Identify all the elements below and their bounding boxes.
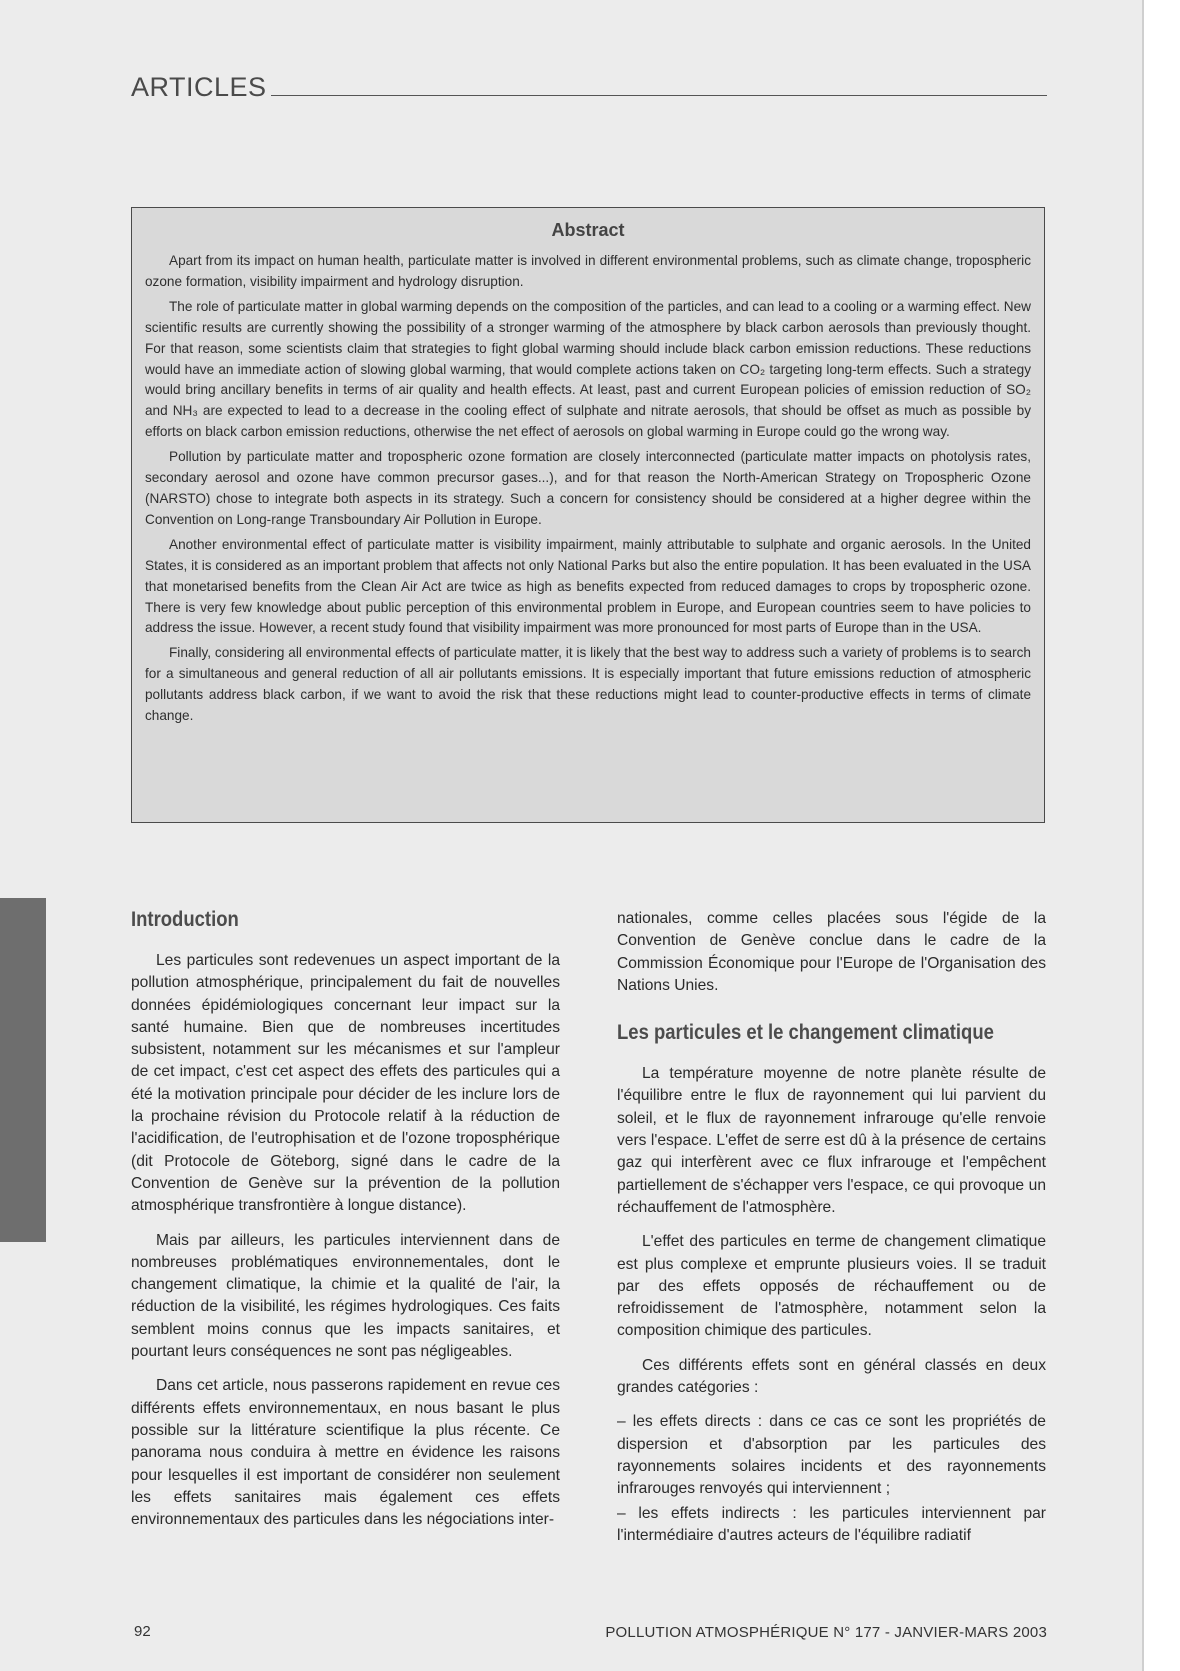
body-paragraph: L'effet des particules en terme de changement climatique est plus complexe et emprunte plusieurs voies. Il se traduit par des effets opposés de réchauffement ou de refroidissement de l'atmosphère, notamment selon la composition chimique des particules. — [617, 1233, 1046, 1340]
body-paragraph: Les particules sont redevenues un aspect important de la pollution atmosphérique, principalement du fait de nouvelles données épidémiologiques concernant leur impact sur la santé humaine. Bien que de nombreuses incertitudes subsistent, notamment sur les mécanismes et sur l'ampleur de cet impact, c'est cet aspect des effets des particules qui a été la motivation principale pour décider de les inclure lors de la prochaine révision du Protocole relatif à la réduction de l'acidification, de l'eutrophisation et de l'ozone troposphérique (dit Protocole de Göteborg, signé dans le cadre de la Convention de Genève sur la prévention de la pollution atmosphérique transfrontière à longue distance). — [131, 952, 560, 1215]
abstract-paragraph: Apart from its impact on human health, particulate matter is involved in different environmental problems, such as climate change, tropospheric ozone formation, visibility impairment and hydrology disruption. — [145, 253, 1031, 289]
abstract-title: Abstract — [551, 220, 625, 240]
abstract-paragraph: Pollution by particulate matter and tropospheric ozone formation are closely interconnected (particulate matter impacts on photolysis rates, secondary aerosol and ozone have common precursor gases...), and for that reason the North-American Strategy on Tropospheric Ozone (NARSTO) chose to integrate both aspects in its strategy. Such a concern for consistency should be considered at a higher degree within the Convention on Long-range Transboundary Air Pollution in Europe. — [145, 449, 1031, 527]
climate-section-heading: Les particules et le changement climatique — [617, 1021, 994, 1045]
body-paragraph: Ces différents effets sont en général classés en deux grandes catégories : — [617, 1356, 1046, 1397]
section-label: ARTICLES — [131, 72, 267, 102]
abstract-paragraph: Finally, considering all environmental effects of particulate matter, it is likely that the best way to address such a variety of problems is to search for a simultaneous and general reduction of all air pollutants emissions. It is especially important that future emissions reduction of atmospheric pollutants address black carbon, if we want to avoid the risk that these reductions might lead to counter-productive effects in terms of climate change. — [145, 645, 1031, 724]
body-paragraph: Dans cet article, nous passerons rapidement en revue ces différents effets environnementaux, en nous basant le plus possible sur la littérature scientifique la plus récente. Ce panorama nous conduira à mettre en évidence les raisons pour lesquelles il est important de considérer non seulement les effets sanitaires mais également ces effets environnementaux des particules dans les négociations inter- — [131, 1377, 560, 1529]
journal-footer: POLLUTION ATMOSPHÉRIQUE N° 177 - JANVIER-MARS 2003 — [605, 1624, 1047, 1641]
page-edge-line — [1142, 0, 1144, 1671]
introduction-heading: Introduction — [131, 908, 239, 931]
header-rule — [271, 95, 1047, 96]
body-paragraph: La température moyenne de notre planète résulte de l'équilibre entre le flux de rayonnement qui lui parvient du soleil, et le flux de rayonnement infrarouge qu'elle renvoie vers l'espace. L'effet de serre est dû à la présence de certains gaz qui interfèrent avec ce flux infrarouge et l'empêchent partiellement de s'échapper vers l'espace, ce qui provoque un réchauffement de l'atmosphère. — [617, 1065, 1046, 1216]
list-item: – les effets directs : dans ce cas ce sont les propriétés de dispersion et d'absorption par les particules des rayonnements solaires incidents et des rayonnements infrarouges renvoyés qui interviennent ; — [617, 1413, 1046, 1498]
continuation-paragraph: nationales, comme celles placées sous l'égide de la Convention de Genève conclue dans le cadre de la Commission Économique pour l'Europe de l'Organisation des Nations Unies. — [617, 910, 1046, 994]
section-header — [131, 72, 1047, 106]
page-number: 92 — [134, 1623, 151, 1640]
body-paragraph: Mais par ailleurs, les particules interviennent dans de nombreuses problématiques environnementales, dont le changement climatique, la chimie et la qualité de l'air, la réduction de la visibilité, les régimes hydrologiques. Ces faits semblent moins connus que les impacts sanitaires, et pourtant leurs conséquences ne sont pas négligeables. — [131, 1231, 560, 1361]
abstract-paragraph: The role of particulate matter in global warming depends on the composition of the particles, and can lead to a cooling or a warming effect. New scientific results are currently showing the possibility of a stronger warming of the atmosphere by black carbon aerosols than previously thought. For that reason, some scientists claim that strategies to fight global warming should include black carbon emission reductions. These reductions would have an immediate action of slowing global warming, that would complete actions taken on CO₂ targeting long-term effects. Such a strategy would bring ancillary benefits in terms of air quality and health effects. At least, past and current European policies of emission reduction of SO₂ and NH₃ are expected to lead to a decrease in the cooling effect of sulphate and nitrate aerosols, that should be offset as much as possible by efforts on black carbon emission reductions, otherwise the net effect of aerosols on global warming in Europe could go the wrong way. — [145, 298, 1031, 440]
left-column — [131, 908, 560, 1543]
margin-tab-marker — [0, 898, 46, 1242]
abstract-box — [131, 207, 1045, 823]
list-item: – les effets indirects : les particules interviennent par l'intermédiaire d'autres acteurs de l'équilibre radiatif — [617, 1504, 1046, 1544]
page-edge — [1144, 0, 1180, 1671]
abstract-paragraph: Another environmental effect of particulate matter is visibility impairment, mainly attributable to sulphate and organic aerosols. In the United States, it is considered as an important problem that affects not only National Parks but also the entire population. It has been evaluated in the USA that monetarised benefits from the Clean Air Act are twice as high as benefits expected from reduced damages to crops by tropospheric ozone. There is very few knowledge about public perception of this environmental problem in Europe, and European countries seem to have policies to address the issue. However, a recent study found that visibility impairment was more pronounced for most parts of Europe than in the USA. — [145, 536, 1031, 636]
right-column — [617, 908, 1046, 1549]
